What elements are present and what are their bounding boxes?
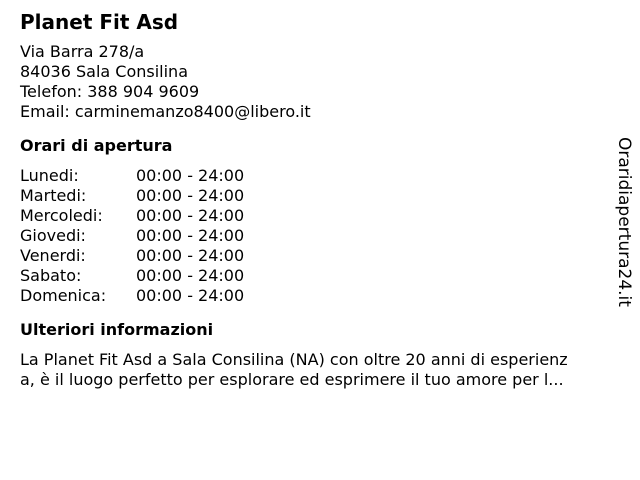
description-line: La Planet Fit Asd a Sala Consilina (NA) con oltre 20 anni di esperienz [20,350,568,369]
business-card [20,10,605,390]
hours-row [20,266,605,286]
city-address: 84036 Sala Consilina [20,62,188,81]
time-range: 00:00 - 24:00 [136,246,245,265]
time-range: 00:00 - 24:00 [136,266,245,285]
time-range: 00:00 - 24:00 [136,206,245,225]
opening-hours-heading: Orari di apertura [20,136,173,155]
address-block [20,42,605,122]
email-address[interactable]: Email: carminemanzo8400@libero.it [20,102,311,121]
hours-row [20,226,605,246]
time-range: 00:00 - 24:00 [136,186,245,205]
day-label: Lunedi: [20,166,79,185]
hours-row [20,246,605,266]
hours-row [20,206,605,226]
street-address: Via Barra 278/a [20,42,145,61]
day-label: Domenica: [20,286,107,305]
hours-row [20,166,605,186]
more-info-heading: Ulteriori informazioni [20,320,214,339]
description-text [20,350,615,390]
time-range: 00:00 - 24:00 [136,226,245,245]
day-label: Giovedi: [20,226,86,245]
day-label: Martedi: [20,186,87,205]
time-range: 00:00 - 24:00 [136,286,245,305]
phone-number[interactable]: Telefon: 388 904 9609 [20,82,200,101]
day-label: Venerdi: [20,246,86,265]
opening-hours-table [20,166,605,306]
hours-row [20,286,605,306]
day-label: Sabato: [20,266,82,285]
hours-row [20,186,605,206]
description-line: a, è il luogo perfetto per esplorare ed esprimere il tuo amore per l... [20,370,564,389]
site-watermark: Oraridiapertura24.it [614,137,634,307]
day-label: Mercoledi: [20,206,103,225]
business-name: Planet Fit Asd [20,10,179,34]
time-range: 00:00 - 24:00 [136,166,245,185]
